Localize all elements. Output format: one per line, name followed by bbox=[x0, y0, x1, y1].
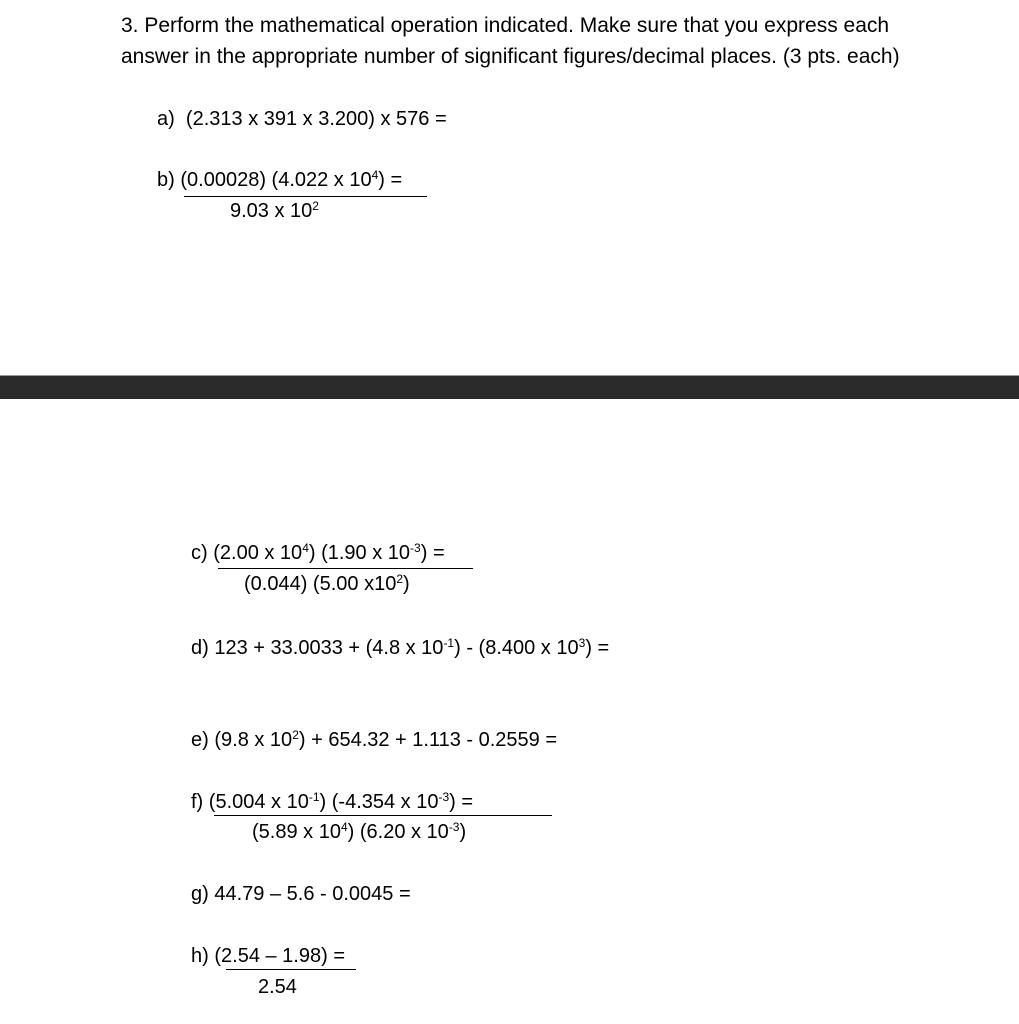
problem-b-fraction-bar bbox=[184, 196, 427, 197]
problem-h-denominator: 2.54 bbox=[258, 976, 297, 998]
problem-d-part-1: 123 + 33.0033 + (4.8 x 10 bbox=[214, 637, 444, 659]
problem-h-label: h) bbox=[191, 945, 209, 967]
question-instructions bbox=[121, 10, 900, 72]
problem-c-denominator bbox=[244, 572, 410, 596]
problem-b-numerator-end: ) = bbox=[378, 169, 403, 191]
problem-h-fraction-bar bbox=[226, 969, 356, 970]
problem-b-numerator bbox=[157, 168, 402, 192]
problem-d-label: d) bbox=[191, 637, 209, 659]
problem-c-numerator-end: ) bbox=[420, 542, 428, 564]
problem-e-part-1: (9.8 x 10 bbox=[214, 729, 293, 751]
question-number: 3. bbox=[121, 14, 139, 37]
problem-b-denominator bbox=[230, 199, 319, 223]
problem-c-denominator-exponent: 2 bbox=[396, 572, 404, 586]
page-divider bbox=[0, 375, 1019, 399]
problem-f-denominator bbox=[252, 820, 466, 844]
problem-c-numerator bbox=[191, 541, 445, 565]
problem-d-part-3: ) = bbox=[585, 637, 610, 659]
problem-b-numerator-exponent: 4 bbox=[371, 168, 379, 182]
problem-f-denominator-part-1: (5.89 x 10 bbox=[252, 821, 341, 843]
problem-f-denominator-exponent-1: 4 bbox=[340, 820, 348, 834]
problem-c-denominator-end: ) bbox=[403, 573, 410, 595]
problem-e bbox=[191, 728, 557, 752]
problem-d-exponent-2: 3 bbox=[578, 636, 586, 650]
problem-e-exponent: 2 bbox=[292, 728, 299, 742]
problem-f-numerator-part-1: (5.004 x 10 bbox=[208, 791, 309, 813]
problem-f-numerator bbox=[191, 790, 473, 814]
problem-d-part-2: ) - (8.400 x 10 bbox=[454, 637, 579, 659]
problem-c-numerator-exponent-1: 4 bbox=[302, 541, 309, 555]
problem-c-numerator-exponent-2: -3 bbox=[410, 541, 421, 555]
problem-d-exponent-1: -1 bbox=[443, 636, 455, 650]
problem-b-label: b) bbox=[157, 169, 175, 191]
problem-g-label: g) bbox=[191, 883, 209, 905]
problem-c-numerator-part-1: (2.00 x 10 bbox=[213, 542, 303, 564]
problem-f-numerator-part-2: ) (-4.354 x 10 bbox=[319, 791, 439, 813]
problem-h-numerator bbox=[191, 944, 345, 968]
problem-c-equals: = bbox=[432, 542, 445, 564]
problem-c-denominator-part: (0.044) (5.00 x10 bbox=[244, 573, 397, 595]
problem-g-expression: 44.79 – 5.6 - 0.0045 = bbox=[214, 883, 411, 905]
problem-a-label: a) bbox=[157, 108, 175, 130]
problem-e-part-2: ) + 654.32 + 1.113 - 0.2559 = bbox=[298, 729, 558, 751]
problem-h-equals: = bbox=[333, 945, 346, 967]
problem-f-fraction-bar bbox=[214, 815, 552, 816]
problem-e-label: e) bbox=[191, 729, 209, 751]
problem-g bbox=[191, 882, 411, 906]
problem-d bbox=[191, 636, 609, 660]
problem-c-fraction-bar bbox=[218, 568, 473, 569]
problem-b-denominator-exponent: 2 bbox=[312, 199, 319, 213]
problem-f-denominator-part-2: ) (6.20 x 10 bbox=[347, 821, 449, 843]
problem-h-numerator-expression: (2.54 – 1.98) bbox=[214, 945, 328, 967]
problem-b-numerator-part: (0.00028) (4.022 x 10 bbox=[180, 169, 372, 191]
question-line-2: answer in the appropriate number of significant figures/decimal places. (3 pts. each) bbox=[121, 45, 900, 68]
problem-f-numerator-exponent-1: -1 bbox=[308, 790, 320, 804]
problem-f-numerator-end: ) = bbox=[449, 791, 474, 813]
question-line-1 bbox=[121, 10, 900, 41]
problem-a bbox=[157, 107, 447, 131]
problem-b-denominator-part: 9.03 x 10 bbox=[230, 200, 313, 222]
problem-f-denominator-exponent-2: -3 bbox=[448, 820, 460, 834]
problem-f-denominator-end: ) bbox=[459, 821, 467, 843]
problem-f-numerator-exponent-2: -3 bbox=[438, 790, 450, 804]
problem-a-expression: (2.313 x 391 x 3.200) x 576 = bbox=[185, 108, 447, 130]
problem-c-numerator-part-2: ) (1.90 x 10 bbox=[308, 542, 411, 564]
question-text-line-1: Perform the mathematical operation indicated. Make sure that you express each bbox=[144, 14, 890, 37]
problem-c-label: c) bbox=[191, 542, 208, 564]
problem-f-label: f) bbox=[191, 791, 204, 813]
